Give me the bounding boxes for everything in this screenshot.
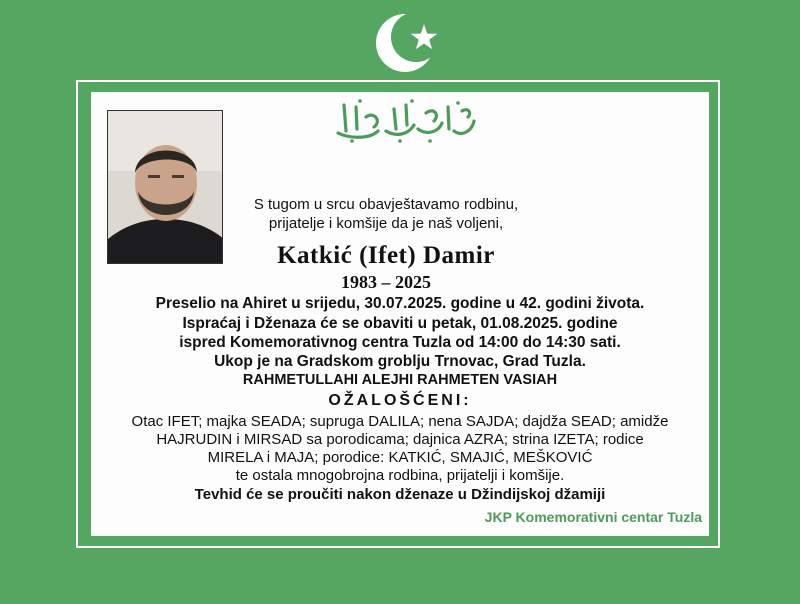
mourners-line: te ostala mnogobrojna rodbina, prijatelji i komšije. <box>235 467 565 484</box>
intro-line-2: prijatelje i komšije da je naš voljeni, <box>268 215 504 232</box>
intro-line-1: S tugom u srcu obavještavamo rodbinu, <box>253 196 519 213</box>
death-line: Preselio na Ahiret u srijedu, 30.07.2025. godine u 42. godini života. <box>155 295 645 312</box>
life-years: 1983 – 2025 <box>341 272 431 292</box>
funeral-line-1: Ispraćaj i Dženaza će se obaviti u petak, 01.08.2025. godine <box>182 315 618 332</box>
portrait-photo <box>107 110 223 264</box>
tevhid-line: Tevhid će se proučiti nakon dženaze u Džindijskoj džamiji <box>194 486 606 503</box>
signature: JKP Komemorativni centar Tuzla <box>484 509 702 525</box>
mourners-heading: OŽALOŠĆENI: <box>328 392 472 409</box>
mourners-line: MIRELA i MAJA; porodice: KATKIĆ, SMAJIĆ, MEŠKOVIĆ <box>207 449 593 466</box>
arabic-calligraphy <box>330 95 480 147</box>
crescent-star-icon <box>372 8 448 78</box>
deceased-name: Katkić (Ifet) Damir <box>277 242 495 269</box>
rahmet-line: RAHMETULLAHI ALEJHI RAHMETEN VASIAH <box>242 372 558 388</box>
burial-line: Ukop je na Gradskom groblju Trnovac, Grad Tuzla. <box>214 353 586 370</box>
funeral-line-2: ispred Komemorativnog centra Tuzla od 14:00 do 14:30 sati. <box>179 334 621 351</box>
mourners-line: Otac IFET; majka SEADA; supruga DALILA; nena SAJDA; dajdža SEAD; amidže <box>131 413 669 430</box>
mourners-line: HAJRUDIN i MIRSAD sa porodicama; dajnica AZRA; strina IZETA; rodice <box>156 431 644 448</box>
